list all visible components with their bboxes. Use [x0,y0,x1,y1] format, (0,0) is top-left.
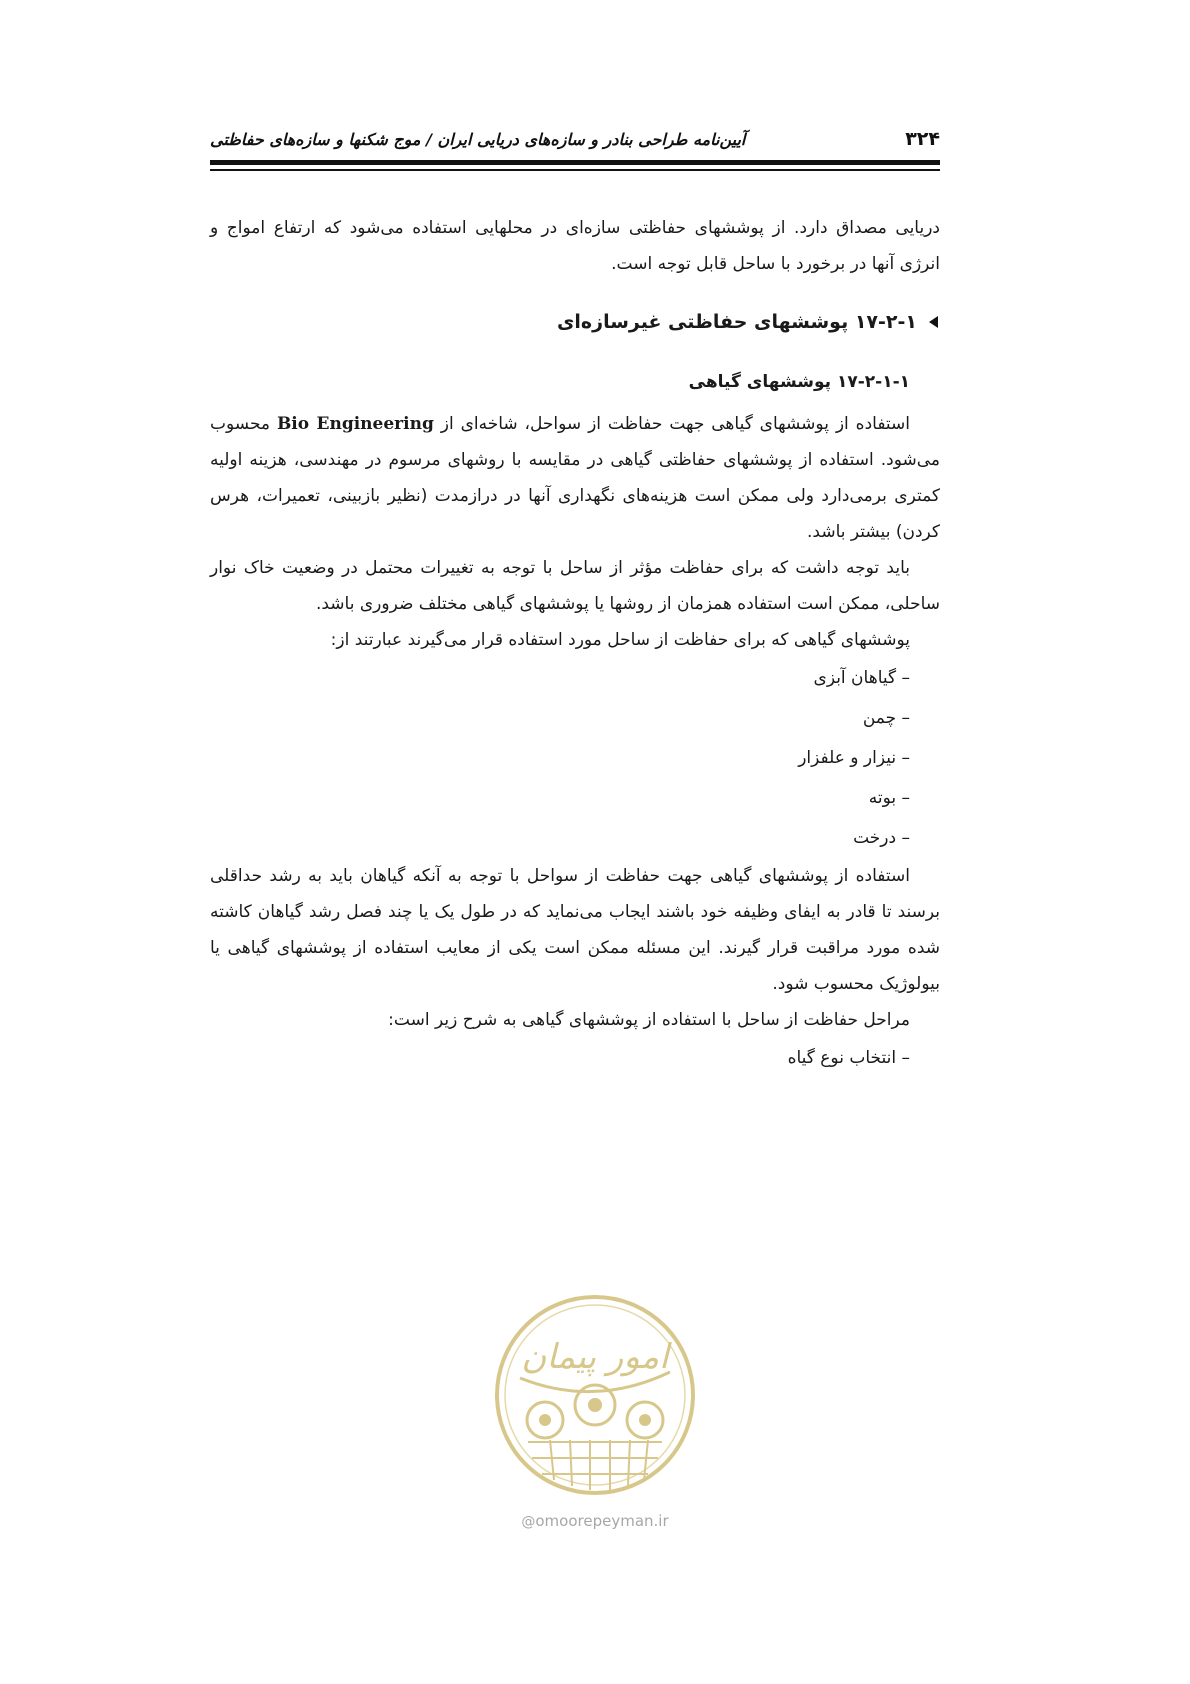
watermark-url-text: omoorepeyman.ir [535,1512,669,1530]
triangle-bullet-icon [929,316,938,328]
body-content [210,210,940,1078]
paragraph-text: استفاده از پوششهای گیاهی جهت حفاظت از سواحل، شاخه‌ای از [440,414,911,434]
list-item: – بوته [868,788,910,808]
list-item: – انتخاب نوع گیاه [787,1048,910,1068]
paragraph-plant-types-intro: پوششهای گیاهی که برای حفاظت از ساحل مورد استفاده قرار می‌گیرند عبارتند از: [330,630,910,650]
paragraph-steps-intro: مراحل حفاظت از ساحل با استفاده از پوششهای گیاهی به شرح زیر است: [388,1010,910,1030]
steps-list [210,1038,940,1078]
header-rule-thin [210,169,940,171]
plant-types-list [210,658,940,858]
list-item: – نیزار و علفزار [798,748,910,768]
paragraph-bio-engineering [210,406,940,550]
watermark-url [490,1512,700,1530]
running-header [210,126,940,160]
bio-engineering-term: Bio Engineering [276,414,434,434]
paragraph-growth-care: استفاده از پوششهای گیاهی جهت حفاظت از سواحل با توجه به آنکه گیاهان باید به رشد حداقلی برسند تا قادر به ایفای وظیفه خود باشند ایجاب می‌نماید که در طول یک یا چند فصل رشد گیاهان کاشته شده مورد مراقبت قرار گیرند. این مسئله ممکن است یکی از معایب استفاده از پوششهای گیاهی یا بیولوژیک محسوب شود. [210,866,940,994]
at-icon: @ [521,1514,536,1530]
list-item: – گیاهان آبزی [813,668,910,688]
list-item: – چمن [862,708,910,728]
page-number: ۳۲۴ [905,128,940,150]
paragraph-combined-methods: باید توجه داشت که برای حفاظت مؤثر از ساحل با توجه به تغییرات محتمل در وضعیت خاک نوار ساحلی، ممکن است استفاده همزمان از روشها یا پوششهای گیاهی مختلف ضروری باشد. [210,558,940,614]
intro-paragraph: دریایی مصداق دارد. از پوششهای حفاظتی سازه‌ای در محلهایی استفاده می‌شود که ارتفاع امواج و انرژی آنها در برخورد با ساحل قابل توجه است. [210,218,940,274]
watermark-logo-text: امور پیمان [521,1337,669,1377]
list-item: – درخت [853,828,910,848]
watermark-logo-icon [490,1290,700,1500]
paragraph-text: محسوب می‌شود. استفاده از پوششهای حفاظتی گیاهی در مقایسه با روشهای مرسوم در مهندسی، هزینه اولیه کمتری برمی‌دارد ولی ممکن است هزینه‌های نگهداری آنها در درازمدت (نظیر بازبینی، تعمیرات، هرس کردن) بیشتر باشد. [210,414,940,542]
section-heading [210,304,940,340]
header-title: آیین‌نامه طراحی بنادر و سازه‌های دریایی ایران / موج شکنها و سازه‌های حفاظتی [210,130,746,149]
section-heading-text: ۱۷-۲-۱ پوششهای حفاظتی غیرسازه‌ای [556,311,917,333]
header-rule-thick [210,160,940,165]
subsection-heading: ۱۷-۲-۱-۱ پوششهای گیاهی [688,372,910,392]
